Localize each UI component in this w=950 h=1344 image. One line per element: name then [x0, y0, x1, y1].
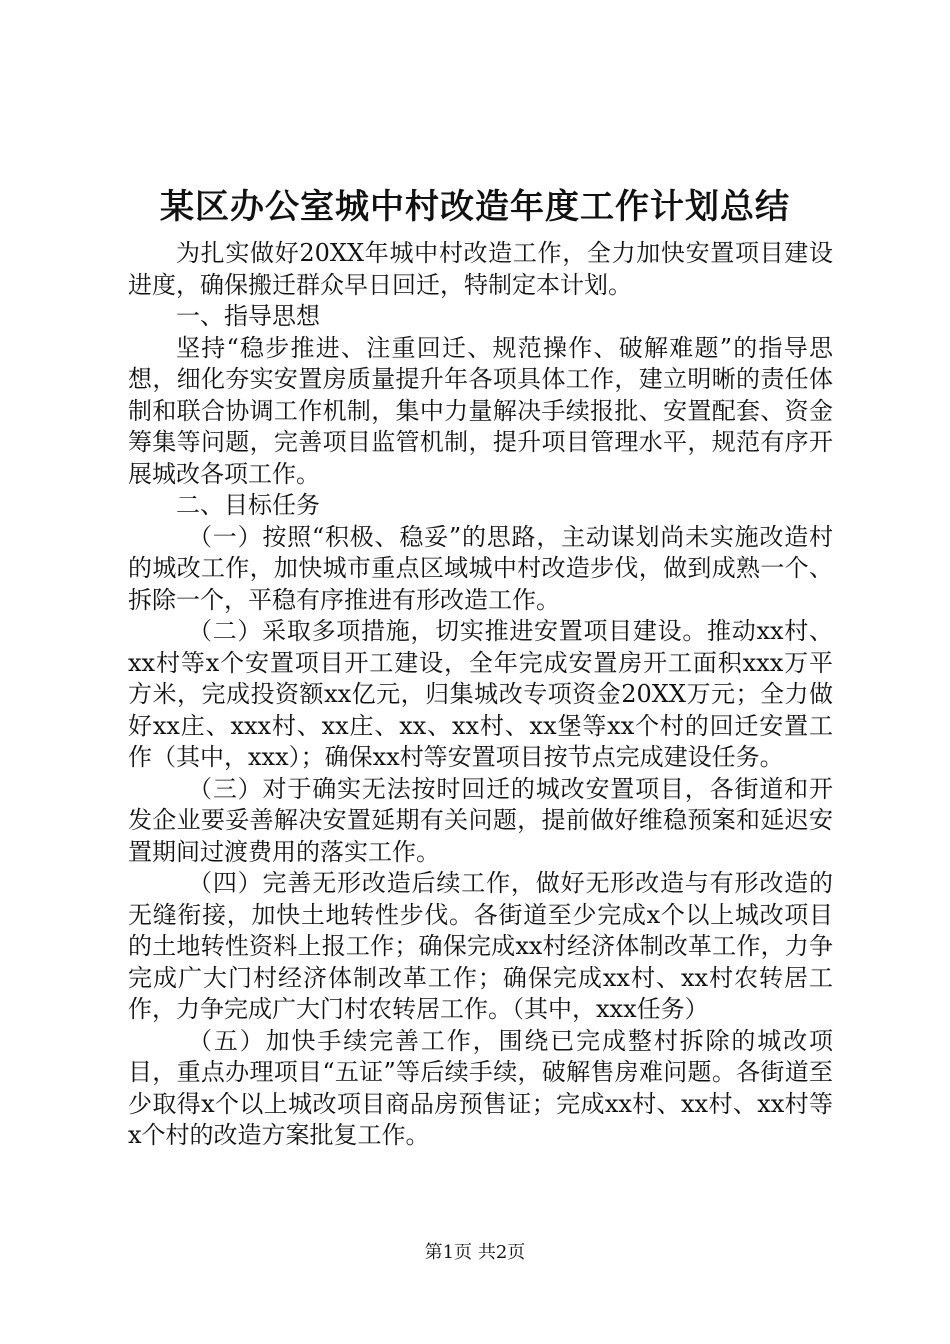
- document-body: [128, 238, 833, 1152]
- intro-paragraph: 为扎实做好20XX年城中村改造工作，全力加快安置项目建设进度，确保搬迁群众早日回迁，特制定本计划。: [128, 239, 833, 299]
- page-footer: 第1页 共2页: [424, 1242, 526, 1263]
- target-item-4: （四）完善无形改造后续工作，做好无形改造与有形改造的无缝衔接，加快土地转性步伐。各街道至少完成x个以上城改项目的土地转性资料上报工作；确保完成xx村经济体制改革工作，力争完成广大门村经济体制改革工作；确保完成xx村、xx村农转居工作，力争完成广大门村农转居工作。（其中，xxx任务）: [128, 869, 833, 1023]
- document-title: 某区办公室城中村改造年度工作计划总结: [160, 187, 790, 227]
- target-item-3: （三）对于确实无法按时回迁的城改安置项目，各街道和开发企业要妥善解决安置延期有关问题，提前做好维稳预案和延迟安置期间过渡费用的落实工作。: [128, 774, 833, 866]
- target-item-1: （一）按照“积极、稳妥”的思路，主动谋划尚未实施改造村的城改工作，加快城市重点区域城中村改造步伐，做到成熟一个、拆除一个，平稳有序推进有形改造工作。: [128, 522, 833, 614]
- guiding-thought-paragraph: 坚持“稳步推进、注重回迁、规范操作、破解难题”的指导思想，细化夯实安置房质量提升年各项具体工作，建立明晰的责任体制和联合协调工作机制，集中力量解决手续报批、安置配套、资金筹集等问题，完善项目监管机制，提升项目管理水平，规范有序开展城改各项工作。: [128, 333, 833, 488]
- section-heading-targets: 二、目标任务: [176, 491, 320, 519]
- target-item-5: （五）加快手续完善工作，围绕已完成整村拆除的城改项目，重点办理项目“五证”等后续手续，破解售房难问题。各街道至少取得x个以上城改项目商品房预售证；完成xx村、xx村、xx村等x个村的改造方案批复工作。: [128, 1026, 833, 1149]
- target-item-2: （二）采取多项措施，切实推进安置项目建设。推动xx村、xx村等x个安置项目开工建设，全年完成安置房开工面积xxx万平方米，完成投资额xx亿元，归集城改专项资金20XX万元；全力做好xx庄、xxx村、xx庄、xx、xx村、xx堡等xx个村的回迁安置工作（其中，xxx）；确保xx村等安置项目按节点完成建设任务。: [128, 617, 833, 771]
- section-heading-guiding-thought: 一、指导思想: [176, 302, 320, 330]
